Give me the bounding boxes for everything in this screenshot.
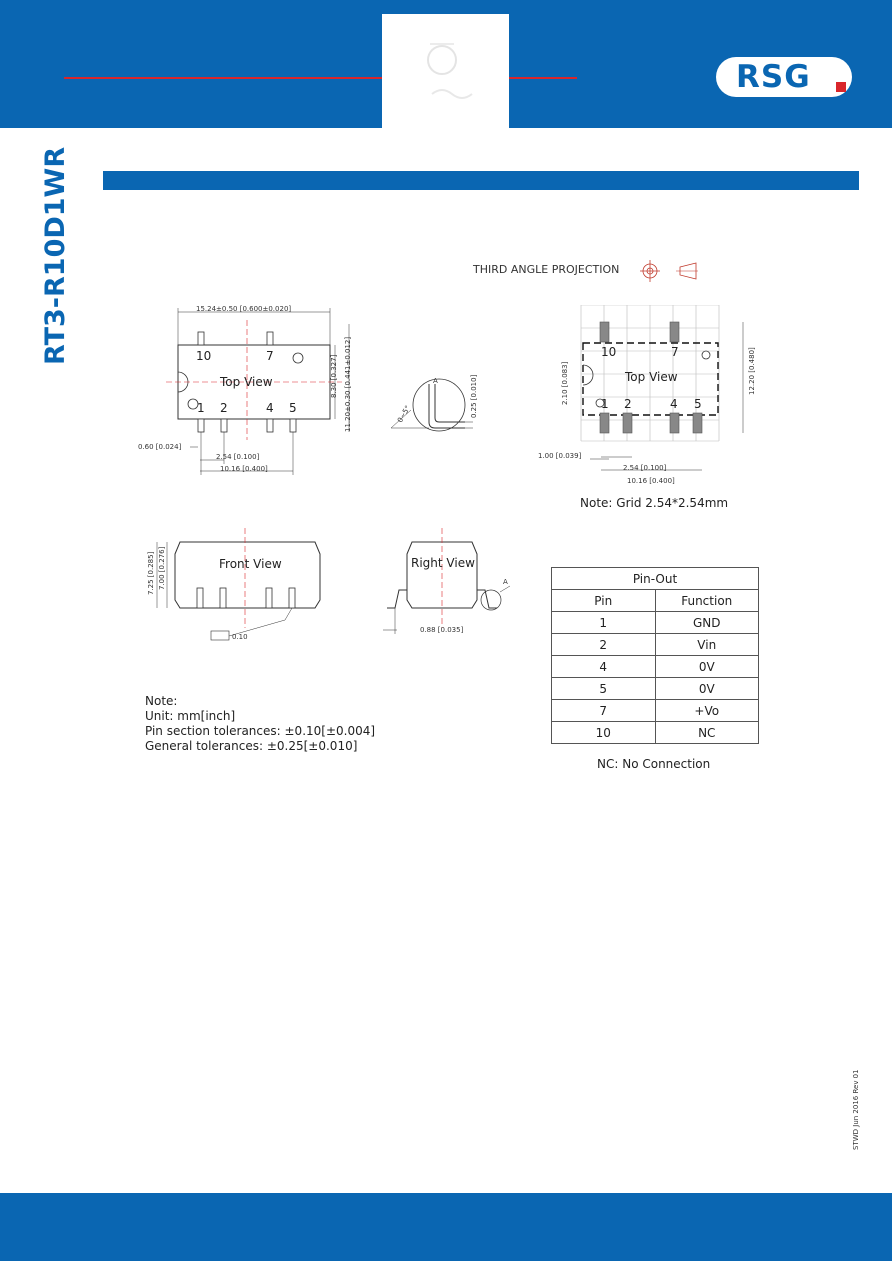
footprint-drawing [560,305,760,490]
fp-pin-label-7: 7 [671,345,679,359]
dim-span: 10.16 [0.400] [220,465,268,473]
right-view-drawing [375,528,520,638]
pinout-header-function: Function [655,590,759,612]
fp-pin-label-1: 1 [601,397,609,411]
table-row [552,678,759,700]
notes-block [145,694,375,754]
dim-pin-width: 0.60 [0.024] [138,443,182,451]
dim-coplanarity: 0.10 [232,633,248,641]
pin-cell: 4 [552,656,656,678]
pin-label-7: 7 [266,349,274,363]
pin-cell: 10 [552,722,656,744]
pin-cell: 2 [552,634,656,656]
table-row [552,656,759,678]
note-unit: Unit: mm[inch] [145,709,236,723]
certification-mark-icon [382,14,509,128]
pinout-title: Pin-Out [552,568,759,590]
table-row [552,634,759,656]
dim-front-h1: 7.25 [0.285] [147,551,155,595]
table-row [552,700,759,722]
footprint-top-view-label: Top View [625,370,678,384]
brand-logo [716,57,852,97]
pin-label-10: 10 [196,349,212,363]
front-view-drawing [145,528,345,648]
function-cell: 0V [655,678,759,700]
dim-fp-pitch: 2.54 [0.100] [623,464,667,472]
fp-pin-label-10: 10 [601,345,617,359]
third-angle-projection-icon [638,258,700,284]
right-detail-label-a: A [503,578,508,586]
dim-fp-span: 10.16 [0.400] [627,477,675,485]
dim-lead-offset: 0.88 [0.035] [420,626,464,634]
brand-name: RSG [736,59,811,95]
note-title: Note: [145,694,178,708]
dim-lead-angle: 0~5° [396,404,413,424]
top-view-label: Top View [220,375,273,389]
function-cell: 0V [655,656,759,678]
function-cell: NC [655,722,759,744]
nc-note: NC: No Connection [597,757,711,771]
projection-label: THIRD ANGLE PROJECTION [473,263,620,276]
fp-pin-label-5: 5 [694,397,702,411]
dim-fp-row-spacing: 2.10 [0.083] [561,361,569,405]
right-view-label: Right View [411,556,475,570]
front-view-label: Front View [219,557,282,571]
pin-cell: 7 [552,700,656,722]
pin-cell: 5 [552,678,656,700]
pin-label-1: 1 [197,401,205,415]
function-cell: +Vo [655,700,759,722]
certification-logo [382,14,509,128]
fp-pin-label-2: 2 [624,397,632,411]
detail-label-a: A [433,377,438,385]
table-row [552,722,759,744]
dim-front-h2: 7.00 [0.276] [158,546,166,590]
function-cell: Vin [655,634,759,656]
revision-label: STWD Jun 2016 Rev 01 [852,1069,860,1150]
pinout-header-pin: Pin [552,590,656,612]
header-accent-line-right [509,77,577,79]
header-accent-line-left [64,77,382,79]
grid-note: Note: Grid 2.54*2.54mm [580,496,729,510]
brand-dot-icon [836,82,846,92]
pin-label-4: 4 [266,401,274,415]
pinout-table [551,567,759,744]
dim-fp-height: 12.20 [0.480] [748,347,756,395]
note-general-tolerance: General tolerances: ±0.25[±0.010] [145,739,358,753]
dim-width: 15.24±0.50 [0.600±0.020] [196,305,292,313]
dim-pitch: 2.54 [0.100] [216,453,260,461]
dim-fp-pad-width: 1.00 [0.039] [538,452,582,460]
footer-bar [0,1193,892,1261]
table-row [552,612,759,634]
pin-label-5: 5 [289,401,297,415]
function-cell: GND [655,612,759,634]
dim-lead-thickness: 0.25 [0.010] [470,374,478,418]
note-pin-tolerance: Pin section tolerances: ±0.10[±0.004] [145,724,376,738]
dim-total-height: 11.20±0.30 [0.441±0.012] [344,336,352,432]
dim-body-height: 8.30 [0.327] [330,354,338,398]
pin-label-2: 2 [220,401,228,415]
pin-cell: 1 [552,612,656,634]
product-title: RT3-R10D1WR [40,146,71,365]
section-band [103,171,859,190]
header-bar [0,0,892,128]
fp-pin-label-4: 4 [670,397,678,411]
